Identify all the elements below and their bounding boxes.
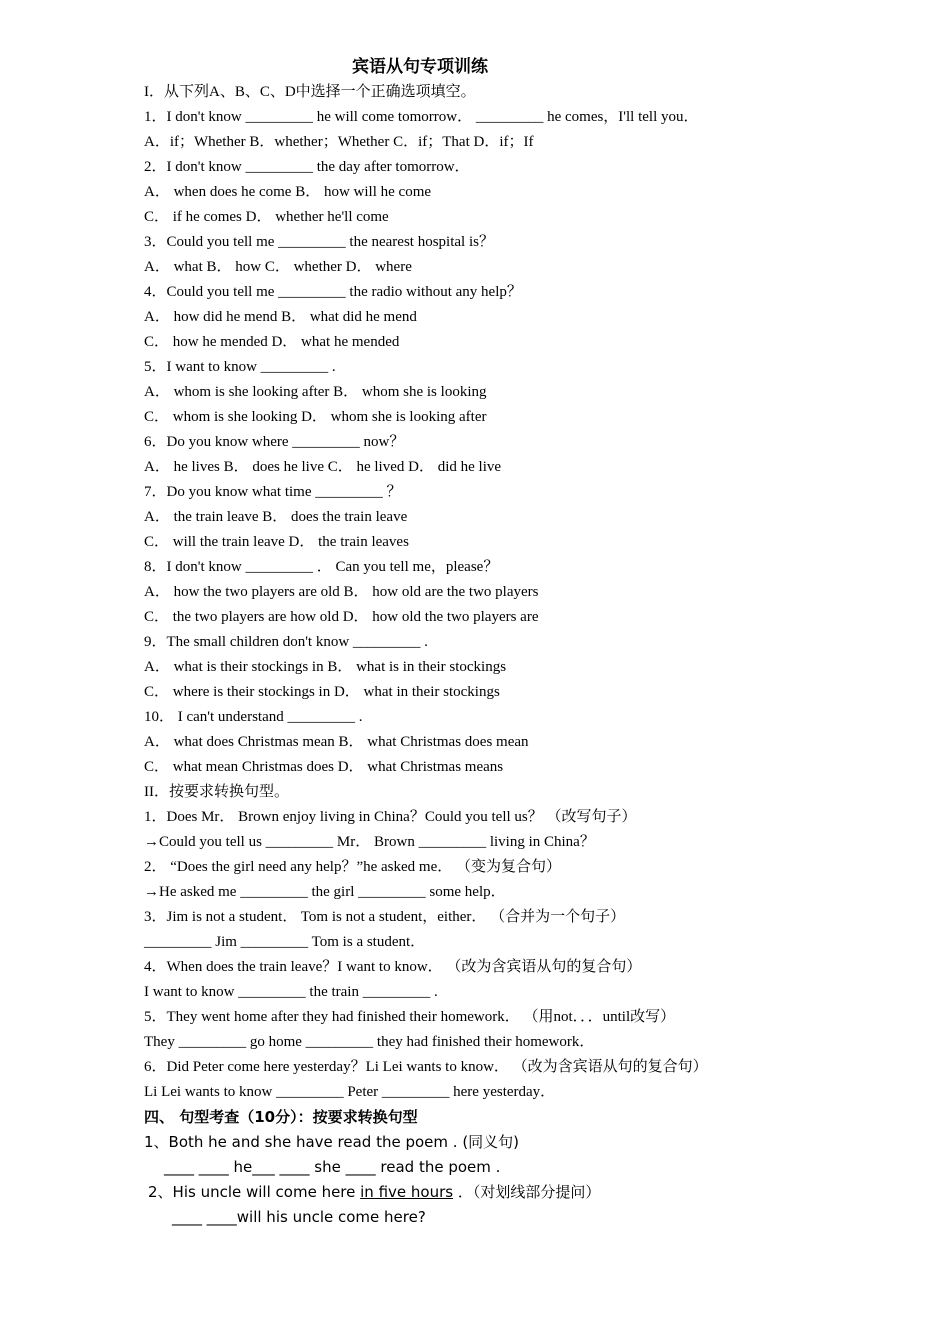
question-list	[144, 80, 864, 1230]
section-4-question-2	[144, 1180, 864, 1205]
option-line: C． whom is she looking D． whom she is looking after	[144, 409, 487, 425]
question-line: 2．I don't know _________ the day after tomorrow．	[144, 159, 470, 175]
option-line: C． will the train leave D． the train leaves	[144, 534, 409, 550]
section-4-answer-1: ____ ____ he___ ____ she ____ read the poem .	[164, 1158, 501, 1176]
section-4-answer-2: ____ ____will his uncle come here?	[172, 1208, 426, 1226]
question-line: 4．Could you tell me _________ the radio without any help？	[144, 284, 522, 300]
question-line: 9．The small children don't know _________ .	[144, 634, 428, 650]
answer-line: →Could you tell us _________ Mr． Brown _________ living in China？	[144, 834, 595, 850]
option-line: C． the two players are how old D． how old the two players are	[144, 609, 539, 625]
option-line: A．if；Whether B．whether；Whether C．if；That D．if；If	[144, 134, 534, 150]
q2-suffix: ．（对划线部分提问）	[453, 1183, 601, 1201]
q2-prefix: 2、His uncle will come here	[148, 1183, 361, 1201]
option-line: A． what B． how C． whether D． where	[144, 259, 412, 275]
option-line: A． how the two players are old B． how old are the two players	[144, 584, 539, 600]
section-4-question-1: 1、Both he and she have read the poem . (同义句)	[144, 1133, 520, 1151]
section-2-heading: II．按要求转换句型。	[144, 784, 289, 800]
question-line: 1．I don't know _________ he will come tomorrow． _________ he comes，I'll tell you．	[144, 109, 699, 125]
question-line: 3．Jim is not a student． Tom is not a student，either． （合并为一个句子）	[144, 909, 626, 925]
section-4-heading: 四、 句型考查（10分）：按要求转换句型	[144, 1108, 418, 1126]
question-line: 6．Do you know where _________ now？	[144, 434, 405, 450]
question-line: 8．I don't know _________ ． Can you tell me，please？	[144, 559, 499, 575]
question-line: 5．I want to know _________ .	[144, 359, 336, 375]
option-line: A． whom is she looking after B． whom she is looking	[144, 384, 487, 400]
question-line: 2． “Does the girl need any help？”he asked me． （变为复合句）	[144, 859, 561, 875]
question-line: 7．Do you know what time _________ ？	[144, 484, 402, 500]
answer-line: They _________ go home _________ they had finished their homework．	[144, 1034, 595, 1050]
answer-line: →He asked me _________ the girl _________ some help．	[144, 884, 506, 900]
question-line: 4．When does the train leave？I want to know． （改为含宾语从句的复合句）	[144, 959, 642, 975]
option-line: C． how he mended D． what he mended	[144, 334, 400, 350]
option-line: A． what does Christmas mean B． what Christmas does mean	[144, 734, 529, 750]
answer-line: Li Lei wants to know _________ Peter _________ here yesterday．	[144, 1084, 556, 1100]
option-line: A． how did he mend B． what did he mend	[144, 309, 417, 325]
page-title: 宾语从句专项训练	[352, 57, 488, 77]
option-line: C． where is their stockings in D． what in their stockings	[144, 684, 500, 700]
option-line: A． when does he come B． how will he come	[144, 184, 432, 200]
answer-line: _________ Jim _________ Tom is a student．	[144, 934, 426, 950]
q2-underlined-phrase: in five hours	[360, 1183, 454, 1201]
option-line: C． if he comes D． whether he'll come	[144, 209, 389, 225]
section-1-heading: I．从下列A、B、C、D中选择一个正确选项填空。	[144, 84, 476, 100]
question-line: 1．Does Mr． Brown enjoy living in China？Could you tell us？ （改写句子）	[144, 809, 637, 825]
option-line: A． the train leave B． does the train leave	[144, 509, 408, 525]
option-line: C． what mean Christmas does D． what Christmas means	[144, 759, 504, 775]
answer-line: I want to know _________ the train _________ .	[144, 984, 438, 1000]
option-line: A． he lives B． does he live C． he lived D． did he live	[144, 459, 502, 475]
question-line: 3．Could you tell me _________ the nearest hospital is？	[144, 234, 494, 250]
question-line: 5．They went home after they had finished their homework． （用not．．．until改写）	[144, 1009, 676, 1025]
option-line: A． what is their stockings in B． what is in their stockings	[144, 659, 507, 675]
question-line: 6．Did Peter come here yesterday？Li Lei wants to know． （改为含宾语从句的复合句）	[144, 1059, 708, 1075]
question-line: 10． I can't understand _________ .	[144, 709, 363, 725]
